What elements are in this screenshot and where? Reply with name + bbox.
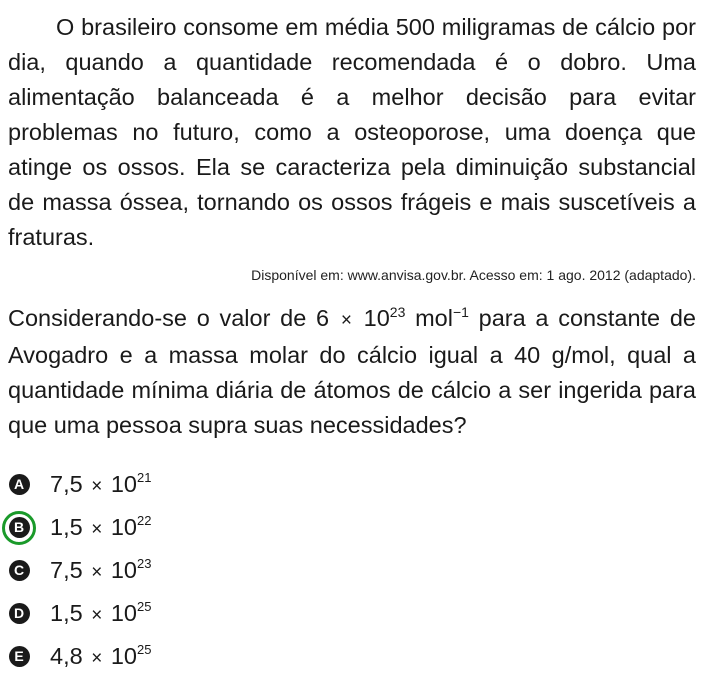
option-c-mantissa: 7,5 xyxy=(50,557,83,583)
answer-options xyxy=(8,463,696,678)
question-unit-exp: −1 xyxy=(452,304,469,320)
question-unit: mol xyxy=(405,305,453,331)
option-c-text xyxy=(50,557,151,584)
option-a[interactable] xyxy=(8,463,696,506)
option-a-base: 10 xyxy=(110,471,137,497)
option-d-mantissa: 1,5 xyxy=(50,600,83,626)
option-c-times: × xyxy=(91,562,103,583)
option-a-text xyxy=(50,471,151,498)
option-b[interactable] xyxy=(8,506,696,549)
question-base: 10 xyxy=(353,305,390,331)
option-d-base: 10 xyxy=(110,600,137,626)
question-times: × xyxy=(340,310,352,331)
option-c-badge-wrap xyxy=(2,554,36,588)
option-d-letter-icon: D xyxy=(9,603,30,624)
option-d-times: × xyxy=(91,605,103,626)
option-e-base: 10 xyxy=(110,643,137,669)
option-c-base: 10 xyxy=(110,557,137,583)
option-e-exp: 25 xyxy=(136,642,152,657)
question-pre: Considerando-se o valor de 6 xyxy=(8,305,339,331)
option-a-exp: 21 xyxy=(136,470,152,485)
option-b-text xyxy=(50,514,151,541)
option-b-correct-ring-icon xyxy=(2,511,36,545)
option-c-letter-icon: C xyxy=(9,560,30,581)
question-exp: 23 xyxy=(389,304,406,320)
option-e-letter-icon: E xyxy=(9,646,30,667)
option-e-text xyxy=(50,643,151,670)
question-page xyxy=(8,10,696,678)
question-stem xyxy=(8,301,696,443)
option-b-letter-icon: B xyxy=(9,517,30,538)
option-e-mantissa: 4,8 xyxy=(50,643,83,669)
option-a-badge-wrap xyxy=(2,468,36,502)
option-a-letter-icon: A xyxy=(9,474,30,495)
source-citation: Disponível em: www.anvisa.gov.br. Acesso em: 1 ago. 2012 (adaptado). xyxy=(251,267,696,283)
question-post: para a constante de Avogadro e a massa molar do cálcio igual a 40 g/mol, qual a quantidade mínima diária de átomos de cálcio a ser ingerida para que uma pessoa supra suas necessidades? xyxy=(8,305,696,438)
option-c-exp: 23 xyxy=(136,556,152,571)
option-e-times: × xyxy=(91,648,103,669)
option-e[interactable] xyxy=(8,635,696,678)
option-d[interactable] xyxy=(8,592,696,635)
option-d-text xyxy=(50,600,151,627)
option-b-mantissa: 1,5 xyxy=(50,514,83,540)
option-e-badge-wrap xyxy=(2,640,36,674)
option-d-badge-wrap xyxy=(2,597,36,631)
option-b-base: 10 xyxy=(110,514,137,540)
option-a-times: × xyxy=(91,476,103,497)
option-c[interactable] xyxy=(8,549,696,592)
option-d-exp: 25 xyxy=(136,599,152,614)
option-b-times: × xyxy=(91,519,103,540)
context-paragraph: O brasileiro consome em média 500 miligramas de cálcio por dia, quando a quantidade recomendada é o dobro. Uma alimentação balanceada é a melhor decisão para evitar problemas no futuro, como a osteoporose, uma doença que atinge os ossos. Ela se caracteriza pela diminuição substancial de massa óssea, tornando os ossos frágeis e mais suscetíveis a fraturas. xyxy=(8,14,696,250)
option-b-exp: 22 xyxy=(136,513,152,528)
option-a-mantissa: 7,5 xyxy=(50,471,83,497)
